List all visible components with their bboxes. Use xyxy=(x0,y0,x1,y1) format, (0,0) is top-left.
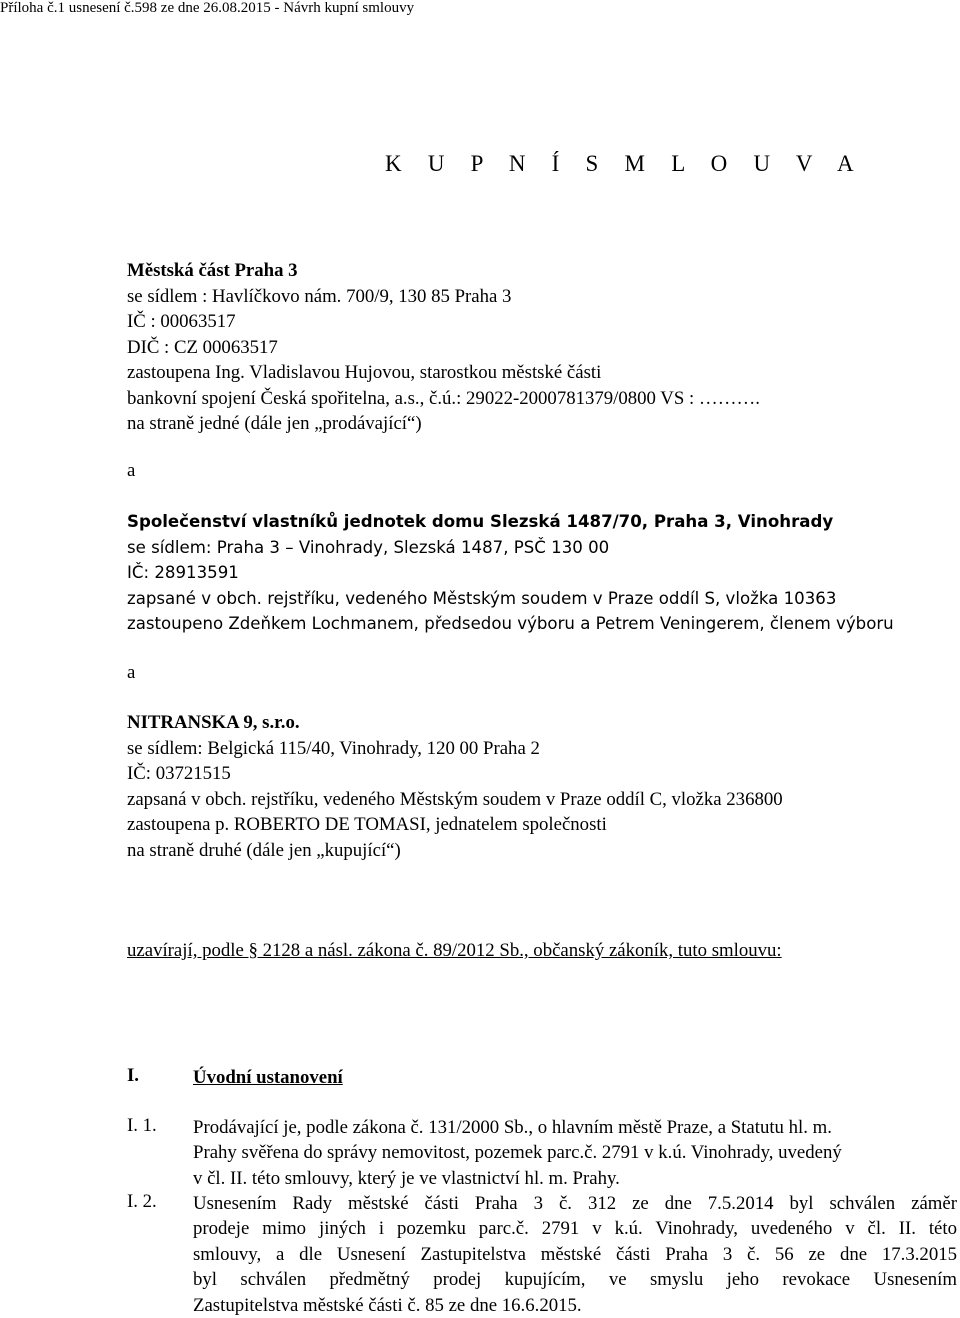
svj-address: se sídlem: Praha 3 – Vinohrady, Slezská 1487, PSČ 130 00 xyxy=(127,537,610,557)
svj-block xyxy=(127,509,894,637)
seller-role: na straně jedné (dále jen „prodávající“) xyxy=(127,413,422,434)
section-title: Úvodní ustanovení xyxy=(193,1067,343,1088)
paragraph-text xyxy=(193,1115,957,1191)
attachment-note: Příloha č.1 usnesení č.598 ze dne 26.08.2015 - Návrh kupní smlouvy xyxy=(0,0,415,16)
buyer-address: se sídlem: Belgická 115/40, Vinohrady, 120 00 Praha 2 xyxy=(127,737,540,759)
buyer-block xyxy=(127,710,783,863)
paragraph-number: I. 2. xyxy=(127,1191,157,1212)
paragraph-number: I. 1. xyxy=(127,1115,157,1136)
seller-dic: DIČ : CZ 00063517 xyxy=(127,336,278,358)
buyer-representative: zastoupena p. ROBERTO DE TOMASI, jednatelem společnosti xyxy=(127,814,607,835)
paragraph-line: smlouvy, a dle Usnesení Zastupitelstva městské části Praha 3 č. 56 ze dne 17.3.2015 xyxy=(193,1243,957,1265)
paragraph-line: byl schválen předmětný prodej kupujícím, ve smyslu jeho revokace Usnesením xyxy=(193,1269,957,1291)
paragraph-line: Zastupitelstva městské části č. 85 ze dne 16.6.2015. xyxy=(193,1294,582,1316)
svj-representatives: zastoupeno Zdeňkem Lochmanem, předsedou výboru a Petrem Veningerem, členem výboru xyxy=(127,614,894,633)
conjunction-2: a xyxy=(127,662,136,683)
seller-bank: bankovní spojení Česká spořitelna, a.s., č.ú.: 29022-2000781379/0800 VS : ………. xyxy=(127,387,760,409)
paragraph-line: Usnesením Rady městské části Praha 3 č. 312 ze dne 7.5.2014 byl schválen záměr xyxy=(193,1193,957,1214)
seller-representative: zastoupena Ing. Vladislavou Hujovou, starostkou městské části xyxy=(127,362,602,383)
paragraph-line: Prahy svěřena do správy nemovitost, pozemek parc.č. 2791 v k.ú. Vinohrady, uvedený xyxy=(193,1142,842,1164)
buyer-registry: zapsaná v obch. rejstříku, vedeného Městským soudem v Praze oddíl C, vložka 236800 xyxy=(127,788,783,810)
seller-address: se sídlem : Havlíčkovo nám. 700/9, 130 85 Praha 3 xyxy=(127,285,512,307)
paragraph-line: Prodávající je, podle zákona č. 131/2000 Sb., o hlavním městě Praze, a Statutu hl. m. xyxy=(193,1117,832,1138)
conjunction-1: a xyxy=(127,460,136,481)
seller-block xyxy=(127,258,760,437)
buyer-role: na straně druhé (dále jen „kupující“) xyxy=(127,839,401,861)
paragraph-text xyxy=(193,1191,957,1318)
seller-ico: IČ : 00063517 xyxy=(127,311,236,332)
section-number: I. xyxy=(127,1065,140,1086)
seller-name: Městská část Praha 3 xyxy=(127,260,298,281)
conclusion-statement: uzavírají, podle § 2128 a násl. zákona č. 89/2012 Sb., občanský zákoník, tuto smlouvu: xyxy=(127,940,782,961)
paragraph-line: prodeje mimo jiných i pozemku parc.č. 2791 v k.ú. Vinohrady, uvedeného v čl. II. této xyxy=(193,1218,957,1240)
svj-registry: zapsané v obch. rejstříku, vedeného Městským soudem v Praze oddíl S, vložka 10363 xyxy=(127,588,837,608)
paragraph-line: v čl. II. této smlouvy, který je ve vlastnictví hl. m. Prahy. xyxy=(193,1167,620,1189)
buyer-name: NITRANSKA 9, s.r.o. xyxy=(127,712,300,733)
document-title: K U P N Í S M L O U V A xyxy=(385,151,859,176)
svj-name: Společenství vlastníků jednotek domu Slezská 1487/70, Praha 3, Vinohrady xyxy=(127,512,834,531)
buyer-ico: IČ: 03721515 xyxy=(127,763,231,784)
svj-ico: IČ: 28913591 xyxy=(127,563,239,582)
